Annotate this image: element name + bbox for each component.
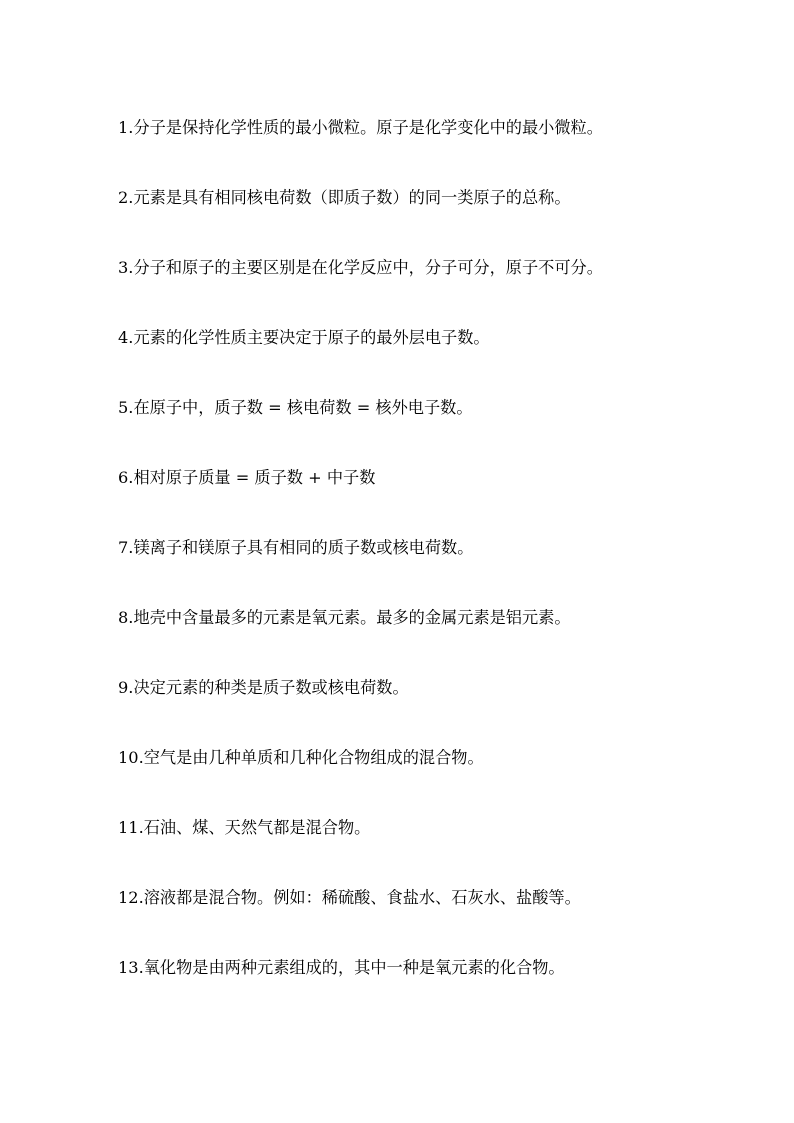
knowledge-point-11: 11.石油、煤、天然气都是混合物。 bbox=[118, 818, 371, 837]
knowledge-point-2: 2.元素是具有相同核电荷数（即质子数）的同一类原子的总称。 bbox=[118, 188, 571, 207]
knowledge-point-5: 5.在原子中，质子数 = 核电荷数 = 核外电子数。 bbox=[118, 398, 473, 417]
knowledge-point-list bbox=[118, 116, 758, 1026]
knowledge-point-12: 12.溶液都是混合物。例如：稀硫酸、食盐水、石灰水、盐酸等。 bbox=[118, 888, 581, 907]
knowledge-point-3: 3.分子和原子的主要区别是在化学反应中，分子可分，原子不可分。 bbox=[118, 258, 603, 277]
knowledge-point-1: 1.分子是保持化学性质的最小微粒。原子是化学变化中的最小微粒。 bbox=[118, 118, 603, 137]
knowledge-point-13: 13.氧化物是由两种元素组成的，其中一种是氧元素的化合物。 bbox=[118, 958, 565, 977]
knowledge-point-8: 8.地壳中含量最多的元素是氧元素。最多的金属元素是铝元素。 bbox=[118, 608, 571, 627]
knowledge-point-6: 6.相对原子质量 = 质子数 + 中子数 bbox=[118, 468, 376, 487]
knowledge-point-9: 9.决定元素的种类是质子数或核电荷数。 bbox=[118, 678, 409, 697]
knowledge-point-10: 10.空气是由几种单质和几种化合物组成的混合物。 bbox=[118, 748, 484, 767]
knowledge-point-7: 7.镁离子和镁原子具有相同的质子数或核电荷数。 bbox=[118, 538, 474, 557]
knowledge-point-4: 4.元素的化学性质主要决定于原子的最外层电子数。 bbox=[118, 328, 490, 347]
